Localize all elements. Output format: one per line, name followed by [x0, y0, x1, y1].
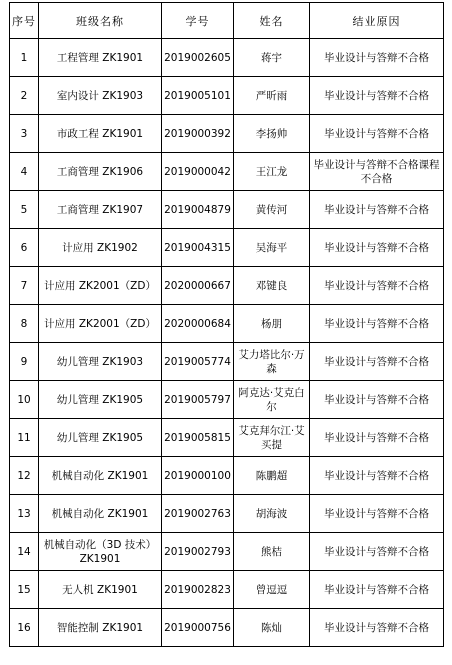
cell-reason: 毕业设计与答辩不合格: [310, 77, 444, 115]
cell-name: 曾逗逗: [234, 571, 310, 609]
cell-class-name: 智能控制 ZK1901: [39, 609, 162, 647]
table-row: [10, 267, 444, 305]
cell-student-id: 2019005101: [162, 77, 234, 115]
cell-index: 10: [10, 381, 39, 419]
cell-name: 严昕雨: [234, 77, 310, 115]
cell-reason: 毕业设计与答辩不合格: [310, 305, 444, 343]
cell-class-name: 工商管理 ZK1907: [39, 191, 162, 229]
cell-student-id: 2019000756: [162, 609, 234, 647]
cell-class-name: 幼儿管理 ZK1905: [39, 381, 162, 419]
cell-reason: 毕业设计与答辩不合格: [310, 381, 444, 419]
table-row: [10, 457, 444, 495]
cell-student-id: 2019000100: [162, 457, 234, 495]
cell-student-id: 2019000042: [162, 153, 234, 191]
cell-class-name: 机械自动化 ZK1901: [39, 457, 162, 495]
cell-name: 黄传河: [234, 191, 310, 229]
table-row: [10, 419, 444, 457]
cell-reason: 毕业设计与答辩不合格: [310, 495, 444, 533]
header-name: 姓名: [234, 3, 310, 39]
cell-class-name: 无人机 ZK1901: [39, 571, 162, 609]
cell-reason: 毕业设计与答辩不合格课程不合格: [310, 153, 444, 191]
cell-index: 3: [10, 115, 39, 153]
table-header-row: [10, 3, 444, 39]
cell-student-id: 2019002605: [162, 39, 234, 77]
table-row: [10, 609, 444, 647]
header-class-name: 班级名称: [39, 3, 162, 39]
cell-name: 陈灿: [234, 609, 310, 647]
cell-student-id: 2019004879: [162, 191, 234, 229]
cell-name: 胡海波: [234, 495, 310, 533]
table-row: [10, 229, 444, 267]
cell-index: 15: [10, 571, 39, 609]
cell-name: 吴海平: [234, 229, 310, 267]
cell-student-id: 2019000392: [162, 115, 234, 153]
table-row: [10, 343, 444, 381]
cell-name: 阿克达·艾克白尔: [234, 381, 310, 419]
cell-class-name: 计应用 ZK2001（ZD）: [39, 267, 162, 305]
cell-student-id: 2019005774: [162, 343, 234, 381]
cell-class-name: 市政工程 ZK1901: [39, 115, 162, 153]
table-row: [10, 39, 444, 77]
table-body: [10, 39, 444, 647]
cell-index: 13: [10, 495, 39, 533]
cell-student-id: 2019004315: [162, 229, 234, 267]
cell-student-id: 2019005815: [162, 419, 234, 457]
cell-class-name: 计应用 ZK1902: [39, 229, 162, 267]
table-row: [10, 153, 444, 191]
cell-index: 6: [10, 229, 39, 267]
cell-reason: 毕业设计与答辩不合格: [310, 191, 444, 229]
cell-class-name: 机械自动化（3D 技术）ZK1901: [39, 533, 162, 571]
table-row: [10, 571, 444, 609]
cell-name: 王江龙: [234, 153, 310, 191]
cell-reason: 毕业设计与答辩不合格: [310, 533, 444, 571]
cell-class-name: 计应用 ZK2001（ZD）: [39, 305, 162, 343]
cell-name: 蒋宇: [234, 39, 310, 77]
header-index: 序号: [10, 3, 39, 39]
cell-class-name: 幼儿管理 ZK1903: [39, 343, 162, 381]
cell-student-id: 2020000667: [162, 267, 234, 305]
cell-name: 邓键良: [234, 267, 310, 305]
graduation-status-table: [9, 2, 444, 647]
header-student-id: 学号: [162, 3, 234, 39]
table-row: [10, 191, 444, 229]
cell-index: 4: [10, 153, 39, 191]
cell-class-name: 机械自动化 ZK1901: [39, 495, 162, 533]
cell-reason: 毕业设计与答辩不合格: [310, 343, 444, 381]
cell-index: 2: [10, 77, 39, 115]
cell-class-name: 工程管理 ZK1901: [39, 39, 162, 77]
cell-student-id: 2019002793: [162, 533, 234, 571]
cell-reason: 毕业设计与答辩不合格: [310, 115, 444, 153]
cell-class-name: 室内设计 ZK1903: [39, 77, 162, 115]
cell-name: 杨朋: [234, 305, 310, 343]
table-row: [10, 533, 444, 571]
cell-name: 李扬帅: [234, 115, 310, 153]
cell-index: 7: [10, 267, 39, 305]
header-reason: 结业原因: [310, 3, 444, 39]
cell-reason: 毕业设计与答辩不合格: [310, 229, 444, 267]
table-row: [10, 495, 444, 533]
cell-reason: 毕业设计与答辩不合格: [310, 571, 444, 609]
cell-student-id: 2019002823: [162, 571, 234, 609]
cell-index: 8: [10, 305, 39, 343]
cell-reason: 毕业设计与答辩不合格: [310, 267, 444, 305]
cell-index: 16: [10, 609, 39, 647]
cell-index: 14: [10, 533, 39, 571]
cell-reason: 毕业设计与答辩不合格: [310, 39, 444, 77]
cell-reason: 毕业设计与答辩不合格: [310, 419, 444, 457]
document-page: [9, 2, 443, 647]
cell-name: 熊桔: [234, 533, 310, 571]
cell-index: 12: [10, 457, 39, 495]
cell-index: 1: [10, 39, 39, 77]
cell-student-id: 2020000684: [162, 305, 234, 343]
cell-index: 11: [10, 419, 39, 457]
cell-name: 艾克拜尔江·艾买提: [234, 419, 310, 457]
cell-index: 9: [10, 343, 39, 381]
cell-name: 艾力塔比尔·万森: [234, 343, 310, 381]
cell-index: 5: [10, 191, 39, 229]
table-row: [10, 305, 444, 343]
cell-reason: 毕业设计与答辩不合格: [310, 457, 444, 495]
cell-class-name: 幼儿管理 ZK1905: [39, 419, 162, 457]
cell-name: 陈鹏超: [234, 457, 310, 495]
cell-student-id: 2019005797: [162, 381, 234, 419]
cell-student-id: 2019002763: [162, 495, 234, 533]
table-row: [10, 115, 444, 153]
table-row: [10, 77, 444, 115]
cell-class-name: 工商管理 ZK1906: [39, 153, 162, 191]
table-row: [10, 381, 444, 419]
cell-reason: 毕业设计与答辩不合格: [310, 609, 444, 647]
